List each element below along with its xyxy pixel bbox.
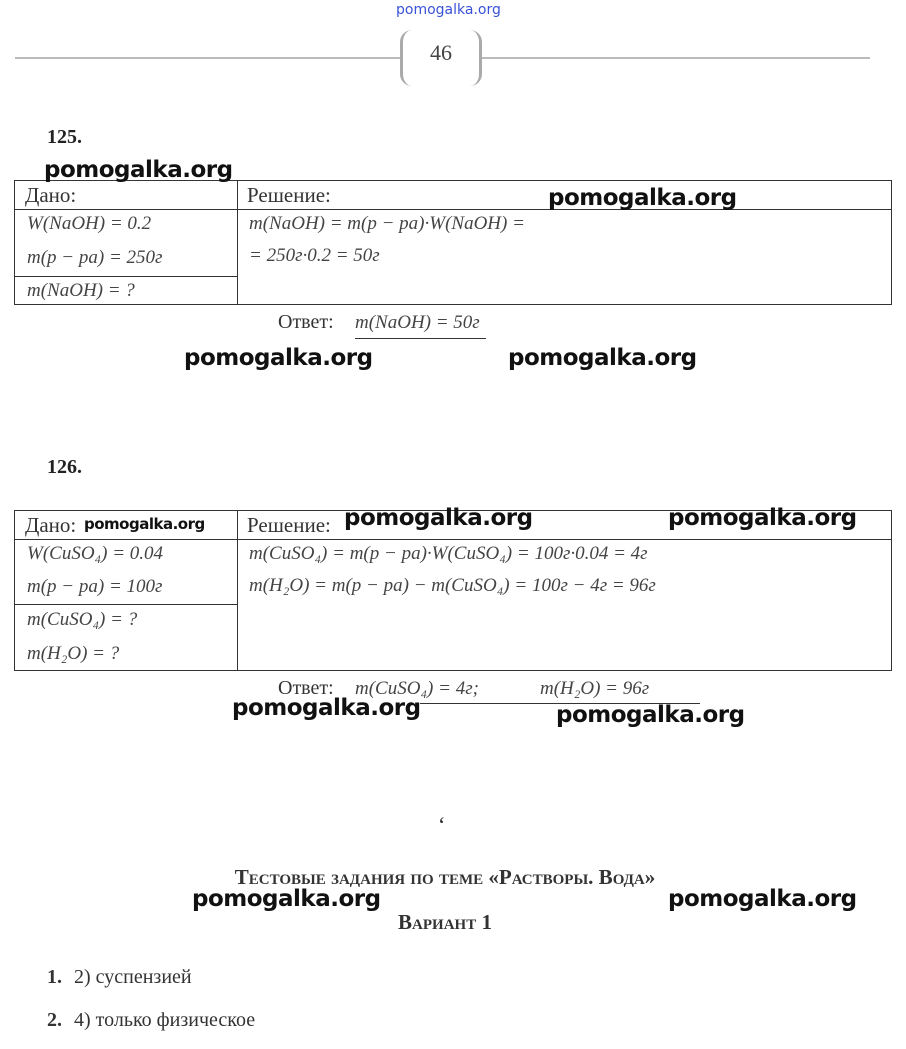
- problem-table: [14, 180, 892, 305]
- find-line: m(CuSO₄) = ?: [27, 609, 138, 630]
- solution-line: m(H₂O) = m(p − pa) − m(CuSO₄) = 100г − 4г = 96г: [249, 575, 656, 596]
- item-text: 2) суспензией: [74, 966, 192, 988]
- watermark: pomogalka.org: [184, 345, 373, 371]
- watermark: pomogalka.org: [556, 702, 745, 728]
- solution-line: m(CuSO₄) = m(p − pa)·W(CuSO₄) = 100г·0.04 = 4г: [249, 543, 648, 564]
- answer-item: [47, 966, 192, 989]
- problem-number: 125.: [47, 126, 82, 148]
- answer: m(CuSO₄) = 4г;: [355, 678, 479, 699]
- watermark: pomogalka.org: [508, 345, 697, 371]
- watermark: pomogalka.org: [548, 185, 737, 211]
- page-number: 46: [430, 40, 452, 65]
- watermark: pomogalka.org: [192, 886, 381, 912]
- watermark-top: pomogalka.org: [396, 2, 501, 18]
- answer-label: Ответ:: [278, 311, 334, 333]
- answer-label: Ответ:: [278, 677, 334, 699]
- given-line: W(NaOH) = 0.2: [27, 213, 152, 234]
- given-line: W(CuSO₄) = 0.04: [27, 543, 164, 564]
- solution-line: m(NaOH) = m(p − pa)·W(NaOH) =: [249, 213, 525, 234]
- watermark: pomogalka.org: [668, 505, 857, 531]
- item-number: 2.: [47, 1009, 62, 1031]
- solution-label: Решение:: [247, 513, 331, 537]
- find-line: m(NaOH) = ?: [27, 280, 135, 301]
- watermark: pomogalka.org: [668, 886, 857, 912]
- page-number-box: [400, 30, 482, 86]
- watermark: pomogalka.org: [344, 505, 533, 531]
- variant-title: Вариант 1: [398, 910, 492, 934]
- watermark: pomogalka.org: [44, 157, 233, 183]
- find-line: m(H₂O) = ?: [27, 643, 120, 664]
- given-line: m(p − pa) = 100г: [27, 576, 163, 597]
- section-title: Тестовые задания по теме «Растворы. Вода»: [234, 865, 656, 889]
- stray-mark: ‘: [438, 812, 446, 837]
- problem-table: [14, 510, 892, 671]
- given-line: m(p − pa) = 250г: [27, 247, 163, 268]
- item-number: 1.: [47, 966, 62, 988]
- answer: m(NaOH) = 50г: [355, 312, 486, 339]
- solution-line: = 250г·0.2 = 50г: [249, 245, 380, 266]
- given-label: Дано:: [25, 183, 77, 207]
- problem-number: 126.: [47, 456, 82, 478]
- item-text: 4) только физическое: [74, 1009, 256, 1031]
- given-label: Дано:: [25, 513, 77, 537]
- answer-item: [47, 1009, 255, 1032]
- watermark: pomogalka.org: [232, 695, 421, 721]
- answer-2: m(H₂O) = 96г: [540, 678, 650, 699]
- watermark: pomogalka.org: [84, 515, 205, 533]
- solution-label: Решение:: [247, 183, 331, 207]
